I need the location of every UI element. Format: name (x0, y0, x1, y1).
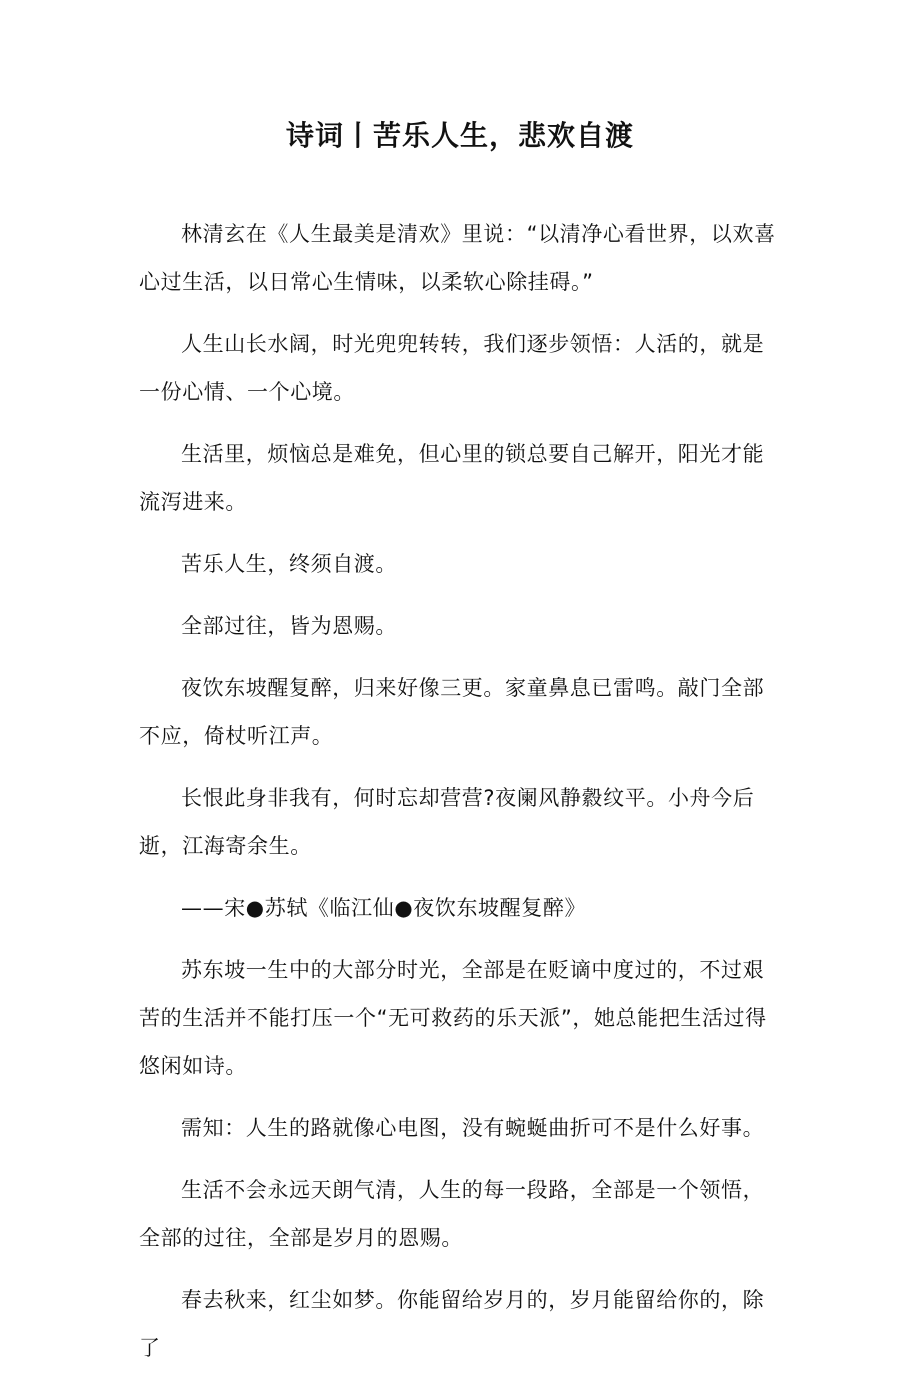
paragraph-2: 人生山长水阔，时光兜兜转转，我们逐步领悟：人活的，就是一份心情、一个心境。 (139, 332, 765, 404)
paragraph-11: 生活不会永远天朗气清，人生的每一段路，全部是一个领悟，全部的过往，全部是岁月的恩赐。 (139, 1178, 765, 1250)
paragraph-5: 全部过往，皆为恩赐。 (181, 614, 397, 638)
paragraph-4: 苦乐人生，终须自渡。 (181, 552, 397, 576)
paragraph-6: 夜饮东坡醒复醉，归来好像三更。家童鼻息已雷鸣。敲门全部不应，倚杖听江声。 (139, 676, 765, 748)
paragraph-12: 春去秋来，红尘如梦。你能留给岁月的，岁月能留给你的，除了 (139, 1288, 765, 1360)
paragraph-3: 生活里，烦恼总是难免，但心里的锁总要自己解开，阳光才能流泻进来。 (139, 442, 765, 514)
document-title: 诗词丨苦乐人生，悲欢自渡 (285, 119, 634, 152)
poem-attribution: ——宋●苏轼《临江仙●夜饮东坡醒复醉》 (181, 896, 587, 920)
paragraph-10: 需知：人生的路就像心电图，没有蜿蜒曲折可不是什么好事。 (181, 1116, 765, 1140)
paragraph-1: 林清玄在《人生最美是清欢》里说：“以清净心看世界，以欢喜心过生活，以日常心生情味，以柔软心除挂碍。” (139, 222, 776, 294)
paragraph-9: 苏东坡一生中的大部分时光，全部是在贬谪中度过的，不过艰苦的生活并不能打压一个“无可救药的乐天派”，她总能把生活过得悠闲如诗。 (139, 958, 767, 1078)
document-body (139, 210, 784, 1386)
paragraph-7: 长恨此身非我有，何时忘却营营?夜阑风静縠纹平。小舟今后逝，江海寄余生。 (139, 786, 755, 858)
